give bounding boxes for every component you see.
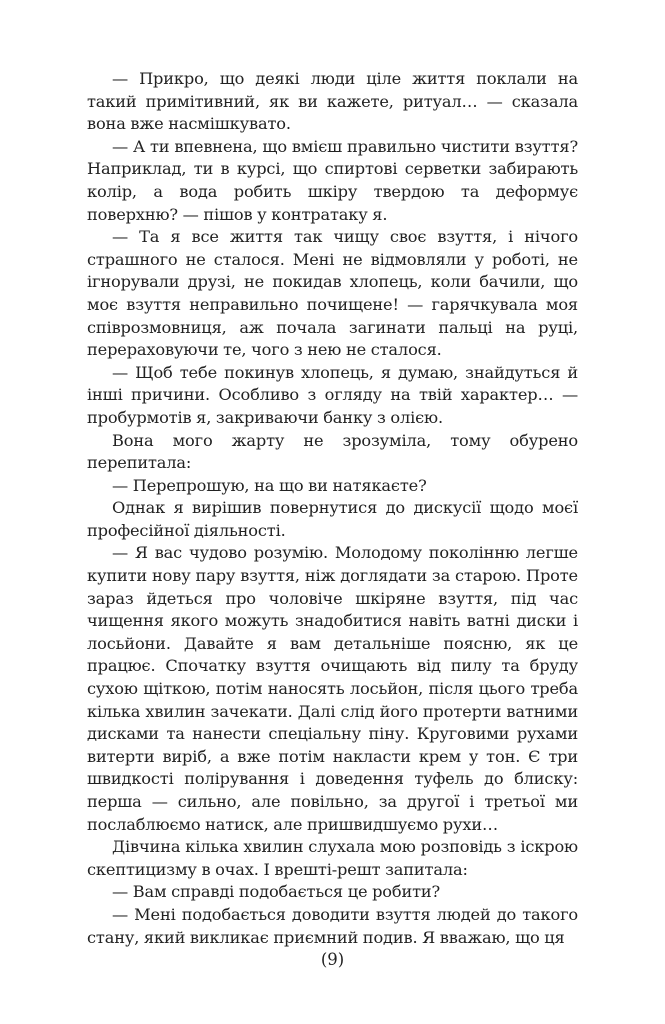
paragraph: — Вам справді подобається це робити? — [112, 882, 441, 902]
paragraph: — Щоб тебе покинув хлопець, я думаю, знайдуться й інші причини. Особливо з огляду на твій характер… — пробурмотів я, закриваючи банку з олією. — [87, 362, 578, 427]
page-body-text — [87, 68, 578, 949]
paragraph: — А ти впевнена, що вмієш правильно чистити взуття? Наприклад, ти в курсі, що спиртові серветки забирають колір, а вода робить шкіру твердою та деформує поверхню? — пішов у контратаку я. — [87, 136, 578, 224]
paragraph: — Та я все життя так чищу своє взуття, і нічого страшного не сталося. Мені не відмовляли у роботі, не ігнорували друзі, не покидав хлопець, коли бачили, що моє взуття неправильно почищене! — гарячкувала моя співрозмовниця, аж почала загинати пальці на руці, перераховуючи те, чого з нею не сталося. — [87, 227, 578, 360]
paragraph: — Мені подобається доводити взуття людей до такого стану, який викликає приємний подив. Я вважаю, що ця — [87, 904, 578, 947]
paragraph: Вона мого жарту не зрозуміла, тому обурено перепитала: — [87, 430, 578, 473]
page-number: (9) — [320, 950, 345, 969]
paragraph: — Прикро, що деякі люди ціле життя поклали на такий примітивний, як ви кажете, ритуал… — сказала вона вже насмішкувато. — [87, 69, 578, 134]
paragraph: — Я вас чудово розумію. Молодому поколінню легше купити нову пару взуття, ніж доглядати за старою. Проте зараз йдеться про чоловіче шкіряне взуття, під час чищення якого можуть знадобитися навіть ватні диски і лосьйони. Давайте я вам детальніше поясню, як це працює. Спочатку взуття очищають від пилу та бруду сухою щіткою, потім наносять лосьйон, після цього треба кілька хвилин зачекати. Далі слід його протерти ватними дисками та нанести спеціальну піну. Круговими рухами витерти виріб, а вже потім накласти крем у тон. Є три швидкості полірування і доведення туфель до блиску: перша — сильно, але повільно, за другої і третьої ми послаблюємо натиск, але пришвидшуємо рухи… — [87, 543, 578, 834]
paragraph: Однак я вирішив повернутися до дискусії щодо моєї професійної діяльності. — [87, 498, 578, 540]
paragraph: Дівчина кілька хвилин слухала мою розповідь з іскрою скептицизму в очах. І врешті-решт запитала: — [87, 837, 578, 879]
paragraph: — Перепрошую, на що ви натякаєте? — [112, 475, 427, 495]
